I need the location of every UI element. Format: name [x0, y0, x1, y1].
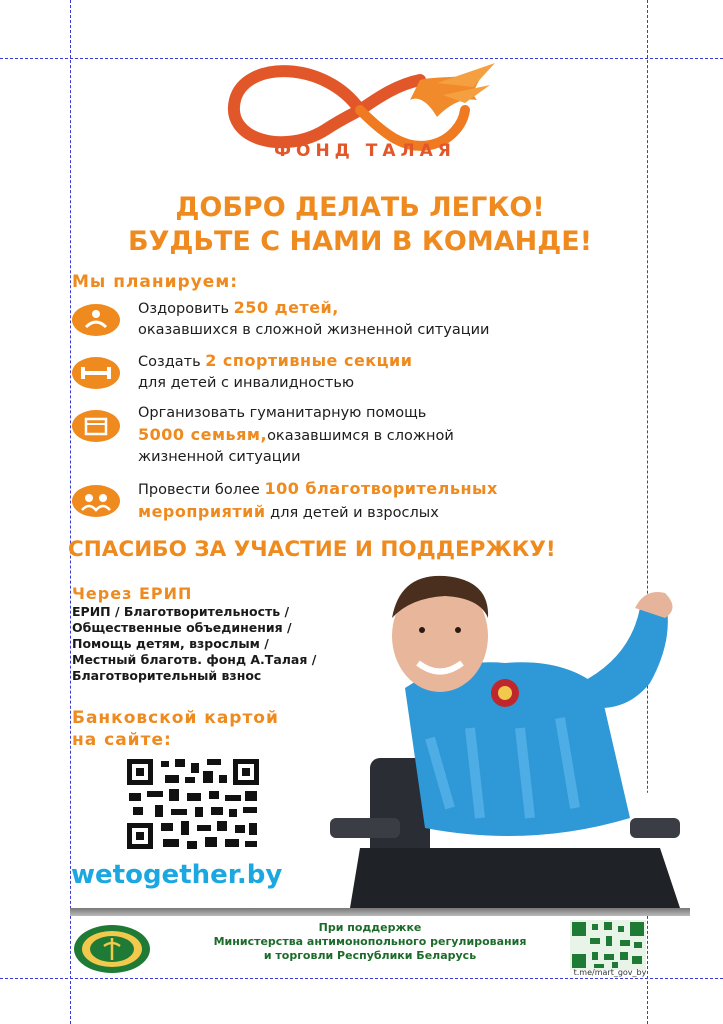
qr-caption: t.me/mart_gov_by: [573, 968, 647, 977]
plan-text-line3: жизненной ситуации: [138, 449, 301, 465]
support-text: [180, 921, 560, 963]
plan-text: [138, 350, 412, 394]
support-line2: Министерства антимонопольного регулирования: [213, 935, 527, 948]
plan-text-pre: Создать: [138, 354, 206, 370]
plan-text: [138, 297, 489, 341]
erip-path-line: Благотворительный взнос: [72, 668, 262, 683]
thanks-banner: СПАСИБО ЗА УЧАСТИЕ И ПОДДЕРЖКУ!: [68, 537, 556, 562]
erip-path-line: Местный благотв. фонд А.Талая /: [72, 652, 317, 667]
erip-path-line: Помощь детям, взрослым /: [72, 636, 269, 651]
plan-highlight-2: мероприятий: [138, 502, 266, 521]
plan-text-pre: Провести более: [138, 482, 265, 498]
plan-text: [138, 478, 498, 524]
erip-path: [72, 604, 316, 684]
headline-line-2: БУДЬТЕ С НАМИ В КОМАНДЕ!: [127, 226, 593, 257]
plan-text-line2: оказавшихся в сложной жизненной ситуации: [138, 322, 490, 338]
aid-box-icon: [72, 409, 120, 443]
bank-card-line2: на сайте:: [72, 730, 172, 750]
plan-highlight: 5000 семьям,: [138, 425, 268, 444]
bank-card-line1: Банковской картой: [72, 708, 279, 728]
support-line1: При поддержке: [318, 921, 422, 934]
erip-path-line: ЕРИП / Благотворительность /: [72, 604, 290, 619]
plan-text-post: оказавшимся в сложной: [267, 428, 454, 444]
plan-text-pre: Организовать гуманитарную помощь: [138, 405, 427, 421]
plans-title: Мы планируем:: [72, 272, 239, 292]
guide-line-bottom: [0, 978, 723, 979]
support-line3: и торговли Республики Беларусь: [263, 949, 477, 962]
sports-icon: [72, 356, 120, 390]
erip-title: Через ЕРИП: [72, 584, 193, 603]
plan-text-line2: для детей с инвалидностью: [138, 375, 355, 391]
bank-card-title: [72, 707, 279, 751]
plan-text: [138, 403, 454, 468]
plan-highlight: 2 спортивные секции: [205, 351, 413, 370]
ministry-emblem-icon: [72, 924, 152, 974]
plan-highlight: 250 детей,: [233, 298, 339, 317]
headline-line-1: ДОБРО ДЕЛАТЬ ЛЕГКО!: [175, 192, 545, 223]
plan-text-pre: Оздоровить: [138, 301, 234, 317]
donation-qr-code[interactable]: [125, 757, 261, 851]
footer-divider: [70, 908, 690, 916]
website-link[interactable]: wetogether.by: [71, 860, 283, 890]
events-icon: [72, 484, 120, 518]
health-icon: [72, 303, 120, 337]
logo-text: ФОНД ТАЛАЯ: [274, 141, 456, 161]
plan-text-post: для детей и взрослых: [265, 505, 439, 521]
man-in-wheelchair-photo: [330, 568, 700, 913]
erip-path-line: Общественные объединения /: [72, 620, 292, 635]
plan-highlight: 100 благотворительных: [264, 479, 498, 498]
ministry-qr-code[interactable]: [570, 920, 646, 970]
